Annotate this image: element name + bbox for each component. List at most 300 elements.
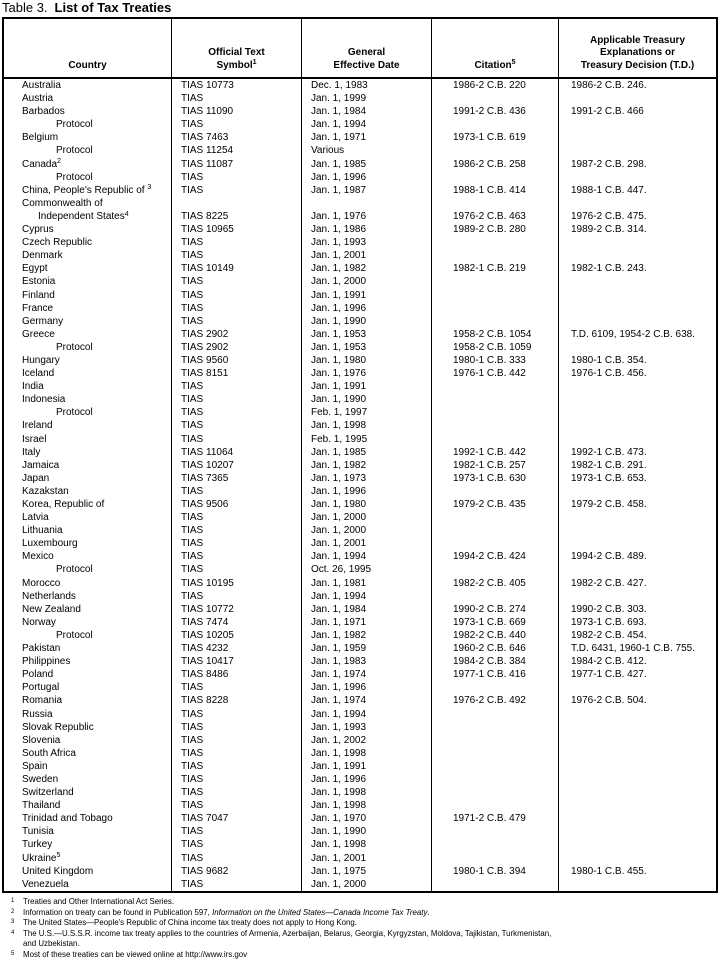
treasury-explanation-cell: [558, 302, 716, 315]
table-row: [4, 642, 716, 655]
effective-date-cell: Jan. 1, 2000: [301, 511, 431, 524]
citation-cell: 1960-2 C.B. 646: [431, 642, 558, 655]
footnote-text: The United States—People's Republic of China income tax treaty does not apply to Hong Kong.: [23, 918, 357, 928]
citation-cell: [431, 406, 558, 419]
country-cell: India: [22, 381, 44, 393]
footnote-ref: 5: [56, 852, 61, 860]
official-text-symbol-cell: TIAS 7047: [171, 812, 301, 825]
official-text-symbol-cell: TIAS 10772: [171, 603, 301, 616]
table-row: [4, 786, 716, 799]
citation-cell: 1980-1 C.B. 394: [431, 865, 558, 878]
citation-cell: 1986-2 C.B. 220: [431, 79, 558, 92]
table-row: [4, 289, 716, 302]
table-row: [4, 760, 716, 773]
table-row: [4, 708, 716, 721]
citation-cell: [431, 315, 558, 328]
official-text-symbol-cell: TIAS 11090: [171, 105, 301, 118]
citation-cell: [431, 419, 558, 432]
country-cell: Greece: [22, 328, 55, 340]
official-text-symbol-cell: TIAS 10207: [171, 459, 301, 472]
effective-date-cell: Jan. 1, 1998: [301, 419, 431, 432]
effective-date-cell: Jan. 1, 1994: [301, 708, 431, 721]
official-text-symbol-cell: TIAS 8486: [171, 668, 301, 681]
effective-date-cell: Jan. 1, 2001: [301, 537, 431, 550]
footnote-number: 4: [11, 929, 15, 936]
effective-date-cell: Jan. 1, 1996: [301, 302, 431, 315]
column-header-country: Country: [68, 59, 107, 71]
country-cell: Turkey: [22, 839, 53, 851]
table-row: [4, 550, 716, 563]
table-row: [4, 681, 716, 694]
table-row: [4, 524, 716, 537]
table-row: [4, 799, 716, 812]
citation-cell: 1958-2 C.B. 1054: [431, 328, 558, 341]
country-cell: Slovak Republic: [22, 721, 94, 733]
citation-cell: 1976-2 C.B. 492: [431, 694, 558, 707]
official-text-symbol-cell: TIAS 10965: [171, 223, 301, 236]
table-header-row: [4, 19, 716, 79]
citation-cell: [431, 537, 558, 550]
country-cell: Indonesia: [22, 394, 66, 406]
table-row: [4, 184, 716, 197]
treasury-explanation-cell: 1988-1 C.B. 447.: [558, 184, 716, 197]
citation-cell: [431, 92, 558, 105]
treasury-explanation-cell: [558, 590, 716, 603]
citation-cell: [431, 799, 558, 812]
table-row: [4, 878, 716, 891]
official-text-symbol-cell: TIAS: [171, 721, 301, 734]
treasury-explanation-cell: [558, 747, 716, 760]
country-cell: Morocco: [22, 577, 61, 589]
effective-date-cell: Jan. 1, 1993: [301, 721, 431, 734]
effective-date-cell: Feb. 1, 1997: [301, 406, 431, 419]
treasury-explanation-cell: 1994-2 C.B. 489.: [558, 550, 716, 563]
official-text-symbol-cell: TIAS 11064: [171, 446, 301, 459]
table-row: [4, 354, 716, 367]
treasury-explanation-cell: 1973-1 C.B. 653.: [558, 472, 716, 485]
official-text-symbol-cell: TIAS 10195: [171, 577, 301, 590]
country-cell: Commonwealth of Independent States$^4$: [22, 197, 129, 222]
table-row: [4, 721, 716, 734]
country-cell: Portugal: [22, 682, 60, 694]
citation-cell: [431, 708, 558, 721]
footnote-number: 5: [11, 950, 15, 957]
official-text-symbol-cell: TIAS: [171, 878, 301, 891]
effective-date-cell: Jan. 1, 1996: [301, 171, 431, 184]
citation-cell: [431, 511, 558, 524]
effective-date-cell: Jan. 1, 1971: [301, 616, 431, 629]
effective-date-cell: Jan. 1, 1996: [301, 485, 431, 498]
treasury-explanation-cell: [558, 131, 716, 144]
citation-cell: 1992-1 C.B. 442: [431, 446, 558, 459]
official-text-symbol-cell: TIAS 2902: [171, 328, 301, 341]
treasury-explanation-cell: [558, 144, 716, 157]
footnote-text-italic: Information on the United States—Canada Income Tax Treaty: [212, 907, 428, 917]
official-text-symbol-cell: TIAS: [171, 681, 301, 694]
official-text-symbol-cell: TIAS: [171, 249, 301, 262]
official-text-symbol-cell: TIAS: [171, 563, 301, 576]
citation-cell: 1990-2 C.B. 274: [431, 603, 558, 616]
citation-cell: [431, 171, 558, 184]
official-text-symbol-cell: TIAS 7463: [171, 131, 301, 144]
table-row: [4, 315, 716, 328]
official-text-symbol-cell: TIAS: [171, 275, 301, 288]
citation-cell: 1991-2 C.B. 436: [431, 105, 558, 118]
official-text-symbol-cell: TIAS 9560: [171, 354, 301, 367]
footnote-ref: 1: [252, 59, 257, 67]
effective-date-cell: Jan. 1, 1953: [301, 341, 431, 354]
effective-date-cell: Jan. 1, 1974: [301, 694, 431, 707]
effective-date-cell: Various: [301, 144, 431, 157]
treasury-explanation-cell: T.D. 6109, 1954-2 C.B. 638.: [558, 328, 716, 341]
effective-date-cell: Jan. 1, 1953: [301, 328, 431, 341]
citation-cell: [431, 760, 558, 773]
table-row: [4, 367, 716, 380]
table-row: [4, 275, 716, 288]
citation-cell: [431, 433, 558, 446]
official-text-symbol-cell: TIAS 2902: [171, 341, 301, 354]
table-row: [4, 249, 716, 262]
country-cell: Denmark: [22, 250, 63, 262]
table-row: [4, 472, 716, 485]
treasury-explanation-cell: T.D. 6431, 1960-1 C.B. 755.: [558, 642, 716, 655]
country-cell: Canada$^2$: [22, 158, 61, 170]
country-cell: Luxembourg: [22, 538, 78, 550]
country-cell: Estonia: [22, 276, 56, 288]
table-row: [4, 865, 716, 878]
table-row: [4, 380, 716, 393]
effective-date-cell: Jan. 1, 1984: [301, 105, 431, 118]
footnote-text: Information on treaty can be found in Publication 597,: [23, 907, 213, 917]
effective-date-cell: Jan. 1, 1985: [301, 446, 431, 459]
country-cell: Latvia: [22, 512, 49, 524]
treasury-explanation-cell: [558, 773, 716, 786]
treasury-explanation-cell: [558, 537, 716, 550]
table-row: [4, 577, 716, 590]
table-row: [4, 563, 716, 576]
treasury-explanation-cell: [558, 721, 716, 734]
citation-cell: [431, 852, 558, 865]
effective-date-cell: Jan. 1, 1994: [301, 118, 431, 131]
treasury-explanation-cell: [558, 275, 716, 288]
table-row: [4, 537, 716, 550]
effective-date-cell: Jan. 1, 1983: [301, 655, 431, 668]
citation-cell: [431, 563, 558, 576]
treasury-explanation-cell: [558, 786, 716, 799]
effective-date-cell: Feb. 1, 1995: [301, 433, 431, 446]
country-cell: Spain: [22, 760, 48, 772]
table-row: [4, 419, 716, 432]
country-cell: Finland: [22, 289, 55, 301]
effective-date-cell: Jan. 1, 2000: [301, 275, 431, 288]
treasury-explanation-cell: [558, 419, 716, 432]
table-row: [4, 668, 716, 681]
citation-cell: [431, 302, 558, 315]
official-text-symbol-cell: TIAS: [171, 380, 301, 393]
official-text-symbol-cell: TIAS 7474: [171, 616, 301, 629]
table-row: [4, 590, 716, 603]
citation-cell: 1976-1 C.B. 442: [431, 367, 558, 380]
country-cell: Slovenia: [22, 734, 61, 746]
treasury-explanation-cell: 1980-1 C.B. 354.: [558, 354, 716, 367]
country-cell: Japan: [22, 472, 50, 484]
country-cell: Protocol: [56, 171, 93, 183]
treasury-explanation-cell: [558, 799, 716, 812]
effective-date-cell: Jan. 1, 1991: [301, 289, 431, 302]
country-cell: Protocol: [56, 407, 93, 419]
country-cell: Tunisia: [22, 826, 54, 838]
footnote-text: and Uzbekistan.: [23, 939, 80, 949]
treasury-explanation-cell: [558, 760, 716, 773]
effective-date-cell: Jan. 1, 1987: [301, 184, 431, 197]
citation-cell: 1984-2 C.B. 384: [431, 655, 558, 668]
effective-date-cell: Jan. 1, 1971: [301, 131, 431, 144]
treasury-explanation-cell: [558, 406, 716, 419]
table-row: [4, 158, 716, 171]
citation-cell: [431, 524, 558, 537]
table-row: [4, 92, 716, 105]
treasury-explanation-cell: [558, 511, 716, 524]
treasury-explanation-cell: 1979-2 C.B. 458.: [558, 498, 716, 511]
citation-cell: [431, 380, 558, 393]
column-header-general-effective-date: General Effective Date: [301, 19, 431, 77]
effective-date-cell: Jan. 1, 1984: [301, 603, 431, 616]
table-row: [4, 511, 716, 524]
table-row: [4, 262, 716, 275]
country-cell: New Zealand: [22, 603, 81, 615]
citation-cell: [431, 118, 558, 131]
table-row: [4, 197, 716, 223]
footnote-number: 1: [11, 898, 15, 904]
treasury-explanation-cell: 1980-1 C.B. 455.: [558, 865, 716, 878]
citation-cell: [431, 721, 558, 734]
official-text-symbol-cell: TIAS 10773: [171, 79, 301, 92]
country-cell: Ireland: [22, 420, 53, 432]
official-text-symbol-cell: TIAS: [171, 302, 301, 315]
country-cell: Barbados: [22, 106, 65, 118]
treasury-explanation-cell: 1984-2 C.B. 412.: [558, 655, 716, 668]
official-text-symbol-cell: TIAS: [171, 184, 301, 197]
treasury-explanation-cell: [558, 524, 716, 537]
country-cell: Sweden: [22, 773, 59, 785]
citation-cell: 1980-1 C.B. 333: [431, 354, 558, 367]
citation-cell: [431, 825, 558, 838]
effective-date-cell: Jan. 1, 1999: [301, 92, 431, 105]
citation-cell: [431, 590, 558, 603]
table-title: [2, 0, 171, 15]
official-text-symbol-cell: TIAS: [171, 734, 301, 747]
official-text-symbol-cell: TIAS: [171, 433, 301, 446]
official-text-symbol-cell: TIAS 9682: [171, 865, 301, 878]
table-row: [4, 773, 716, 786]
table-row: [4, 603, 716, 616]
official-text-symbol-cell: TIAS: [171, 773, 301, 786]
official-text-symbol-cell: TIAS: [171, 118, 301, 131]
official-text-symbol-cell: TIAS: [171, 524, 301, 537]
official-text-symbol-cell: TIAS: [171, 236, 301, 249]
citation-cell: 1982-2 C.B. 405: [431, 577, 558, 590]
citation-cell: [431, 786, 558, 799]
citation-cell: 1973-1 C.B. 630: [431, 472, 558, 485]
citation-cell: [431, 144, 558, 157]
country-cell: Mexico: [22, 551, 54, 563]
footnote-text: The U.S.—U.S.S.R. income tax treaty applies to the countries of Armenia, Azerbaijan, Belarus, Georgia, Kyrgyzstan, Moldova, Tajikistan, Turkmenistan,: [23, 928, 552, 938]
treasury-explanation-cell: 1982-1 C.B. 291.: [558, 459, 716, 472]
effective-date-cell: Oct. 26, 1995: [301, 563, 431, 576]
official-text-symbol-cell: TIAS: [171, 92, 301, 105]
table-row: [4, 118, 716, 131]
treasury-explanation-cell: [558, 92, 716, 105]
treasury-explanation-cell: [558, 563, 716, 576]
citation-cell: 1986-2 C.B. 258: [431, 158, 558, 171]
footnote-ref: 5: [511, 59, 516, 67]
effective-date-cell: Jan. 1, 1990: [301, 825, 431, 838]
citation-cell: 1973-1 C.B. 619: [431, 131, 558, 144]
table-row: [4, 694, 716, 707]
country-cell: Protocol: [56, 119, 93, 131]
country-cell: United Kingdom: [22, 865, 94, 877]
official-text-symbol-cell: TIAS: [171, 171, 301, 184]
table-row: [4, 144, 716, 157]
treasury-explanation-cell: [558, 433, 716, 446]
treasury-explanation-cell: [558, 393, 716, 406]
country-cell: Italy: [22, 446, 41, 458]
footnote-5: [2, 950, 719, 961]
official-text-symbol-cell: TIAS 9506: [171, 498, 301, 511]
official-text-symbol-cell: TIAS: [171, 393, 301, 406]
effective-date-cell: Jan. 1, 1991: [301, 760, 431, 773]
table-row: [4, 223, 716, 236]
official-text-symbol-cell: TIAS 8225: [171, 197, 301, 223]
footnote-text: Most of these treaties can be viewed online at http://www.irs.gov: [23, 949, 248, 959]
effective-date-cell: Jan. 1, 1998: [301, 838, 431, 851]
footnote-text: Treaties and Other International Act Series.: [23, 897, 175, 906]
citation-cell: [431, 838, 558, 851]
treasury-explanation-cell: [558, 838, 716, 851]
table-row: [4, 302, 716, 315]
treasury-explanation-cell: [558, 249, 716, 262]
official-text-symbol-cell: TIAS: [171, 838, 301, 851]
table-row: [4, 406, 716, 419]
official-text-symbol-cell: TIAS: [171, 406, 301, 419]
country-cell: Korea, Republic of: [22, 499, 105, 510]
table-row: [4, 236, 716, 249]
country-cell: Austria: [22, 93, 54, 105]
citation-cell: [431, 289, 558, 302]
footnote-2: [2, 908, 719, 919]
table-row: [4, 498, 716, 511]
citation-cell: [431, 236, 558, 249]
official-text-symbol-cell: TIAS 8151: [171, 367, 301, 380]
table-row: [4, 459, 716, 472]
footnote-number: 2: [11, 908, 15, 915]
treasury-explanation-cell: 1991-2 C.B. 466: [558, 105, 716, 118]
country-cell: Romania: [22, 695, 63, 707]
citation-cell: 1979-2 C.B. 435: [431, 498, 558, 511]
official-text-symbol-cell: TIAS 10417: [171, 655, 301, 668]
treasury-explanation-cell: [558, 852, 716, 865]
table-row: [4, 852, 716, 865]
citation-cell: 1982-2 C.B. 440: [431, 629, 558, 642]
official-text-symbol-cell: TIAS: [171, 708, 301, 721]
citation-cell: [431, 249, 558, 262]
treasury-explanation-cell: [558, 485, 716, 498]
effective-date-cell: Jan. 1, 1982: [301, 459, 431, 472]
effective-date-cell: Jan. 1, 1985: [301, 158, 431, 171]
citation-cell: 1988-1 C.B. 414: [431, 184, 558, 197]
column-header-official-text-symbol: Official Text Symbol$^1$: [171, 19, 301, 77]
country-cell: Belgium: [22, 132, 59, 144]
column-header-citation: Citation$^5$: [431, 19, 558, 77]
citation-cell: [431, 485, 558, 498]
table-row: [4, 105, 716, 118]
citation-cell: [431, 734, 558, 747]
effective-date-cell: Jan. 1, 2000: [301, 524, 431, 537]
official-text-symbol-cell: TIAS: [171, 747, 301, 760]
citation-cell: [431, 393, 558, 406]
country-cell: Israel: [22, 433, 47, 445]
country-cell: Australia: [22, 80, 61, 91]
citation-cell: 1973-1 C.B. 669: [431, 616, 558, 629]
effective-date-cell: Jan. 1, 1980: [301, 498, 431, 511]
table-row: [4, 838, 716, 851]
table-row: [4, 341, 716, 354]
official-text-symbol-cell: TIAS 11087: [171, 158, 301, 171]
official-text-symbol-cell: TIAS 8228: [171, 694, 301, 707]
official-text-symbol-cell: TIAS 4232: [171, 642, 301, 655]
effective-date-cell: Jan. 1, 1998: [301, 786, 431, 799]
treasury-explanation-cell: 1976-2 C.B. 475.: [558, 197, 716, 223]
official-text-symbol-cell: TIAS: [171, 786, 301, 799]
effective-date-cell: Jan. 1, 1990: [301, 315, 431, 328]
effective-date-cell: Jan. 1, 1974: [301, 668, 431, 681]
footnotes: [2, 897, 719, 961]
official-text-symbol-cell: TIAS: [171, 590, 301, 603]
table-row: [4, 131, 716, 144]
citation-cell: 1958-2 C.B. 1059: [431, 341, 558, 354]
effective-date-cell: Jan. 1, 1996: [301, 773, 431, 786]
treasury-explanation-cell: [558, 681, 716, 694]
official-text-symbol-cell: TIAS: [171, 760, 301, 773]
treasury-explanation-cell: [558, 812, 716, 825]
table-number: Table 3.: [2, 0, 48, 15]
footnote-3: [2, 918, 719, 929]
treasury-explanation-cell: [558, 708, 716, 721]
country-cell: Pakistan: [22, 643, 61, 655]
treasury-explanation-cell: 1977-1 C.B. 427.: [558, 668, 716, 681]
table-row: [4, 328, 716, 341]
effective-date-cell: Jan. 1, 1973: [301, 472, 431, 485]
country-cell: Thailand: [22, 800, 61, 812]
treasury-explanation-cell: 1982-2 C.B. 427.: [558, 577, 716, 590]
citation-cell: 1994-2 C.B. 424: [431, 550, 558, 563]
official-text-symbol-cell: TIAS: [171, 825, 301, 838]
official-text-symbol-cell: TIAS 10205: [171, 629, 301, 642]
citation-cell: [431, 681, 558, 694]
country-cell: Kazakstan: [22, 485, 69, 497]
treasury-explanation-cell: 1992-1 C.B. 473.: [558, 446, 716, 459]
country-cell: Venezuela: [22, 878, 69, 890]
effective-date-cell: Jan. 1, 1994: [301, 550, 431, 563]
citation-cell: 1977-1 C.B. 416: [431, 668, 558, 681]
treasury-explanation-cell: [558, 341, 716, 354]
country-cell: Protocol: [56, 145, 93, 157]
effective-date-cell: Jan. 1, 1986: [301, 223, 431, 236]
country-cell: Protocol: [56, 629, 93, 641]
table-row: [4, 629, 716, 642]
official-text-symbol-cell: TIAS: [171, 550, 301, 563]
effective-date-cell: Jan. 1, 1981: [301, 577, 431, 590]
